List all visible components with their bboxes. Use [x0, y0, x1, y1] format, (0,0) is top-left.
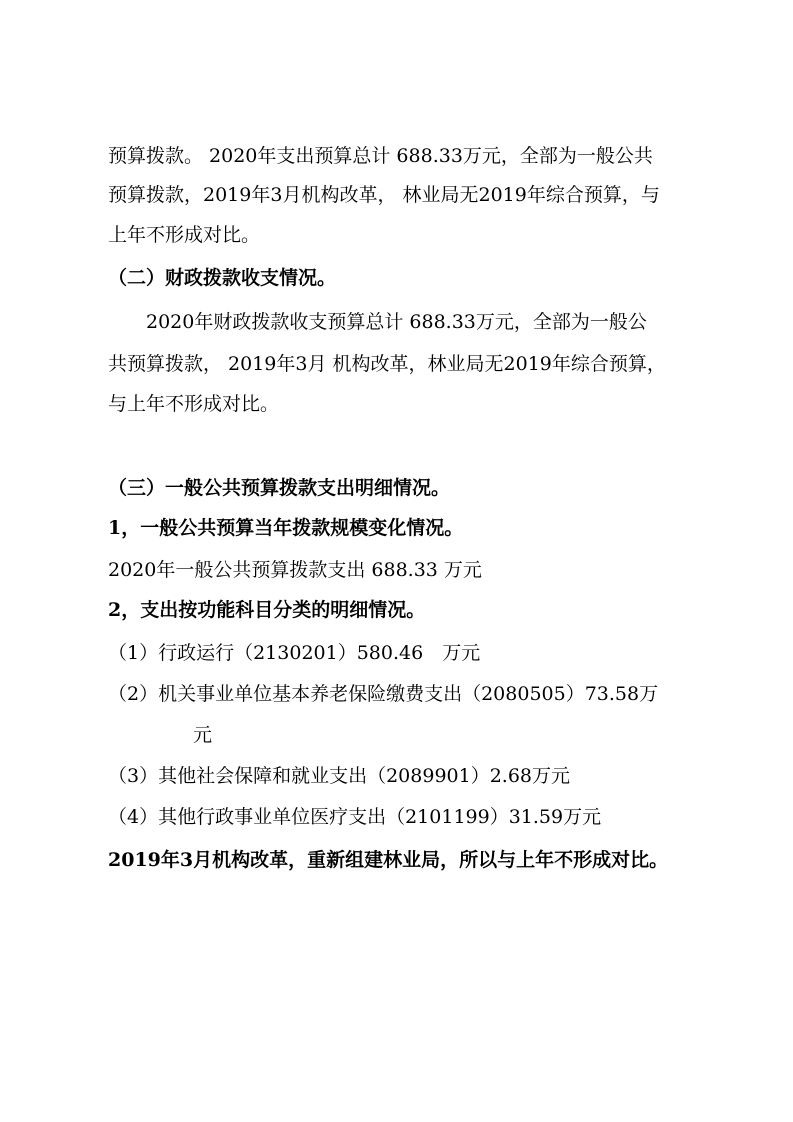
section2-heading: （二）财政拨款收支情况。: [108, 267, 337, 289]
paragraph1-line2: 预算拨款，2019年3月机构改革， 林业局无2019年综合预算，与: [108, 184, 660, 206]
list-item-continuation: 元: [193, 724, 213, 746]
section3-heading: （三）一般公共预算拨款支出明细情况。: [108, 477, 451, 499]
list-item: （2）机关事业单位基本养老保险缴费支出（2080505）73.58万: [108, 683, 659, 705]
list-item: （3）其他社会保障和就业支出（2089901）2.68万元: [108, 765, 571, 787]
section2-line2: 共预算拨款， 2019年3月 机构改革，林业局无2019年综合预算，: [108, 353, 666, 375]
subsection2-heading: 2，支出按功能科目分类的明细情况。: [108, 599, 426, 621]
paragraph1-line1: 预算拨款。 2020年支出预算总计 688.33万元，全部为一般公共: [108, 145, 653, 167]
conclusion-text: 2019年3月机构改革，重新组建林业局，所以与上年不形成对比。: [108, 849, 669, 871]
list-item: （4）其他行政事业单位医疗支出（2101199）31.59万元: [108, 806, 602, 828]
section2-line1: 2020年财政拨款收支预算总计 688.33万元，全部为一般公: [146, 311, 647, 333]
subsection1-text: 2020年一般公共预算拨款支出 688.33 万元: [108, 559, 482, 581]
subsection1-heading: 1，一般公共预算当年拨款规模变化情况。: [108, 517, 464, 539]
section2-line3: 与上年不形成对比。: [108, 393, 280, 415]
list-item: （1）行政运行（2130201）580.46 万元: [108, 642, 481, 664]
paragraph1-line3: 上年不形成对比。: [108, 224, 261, 246]
